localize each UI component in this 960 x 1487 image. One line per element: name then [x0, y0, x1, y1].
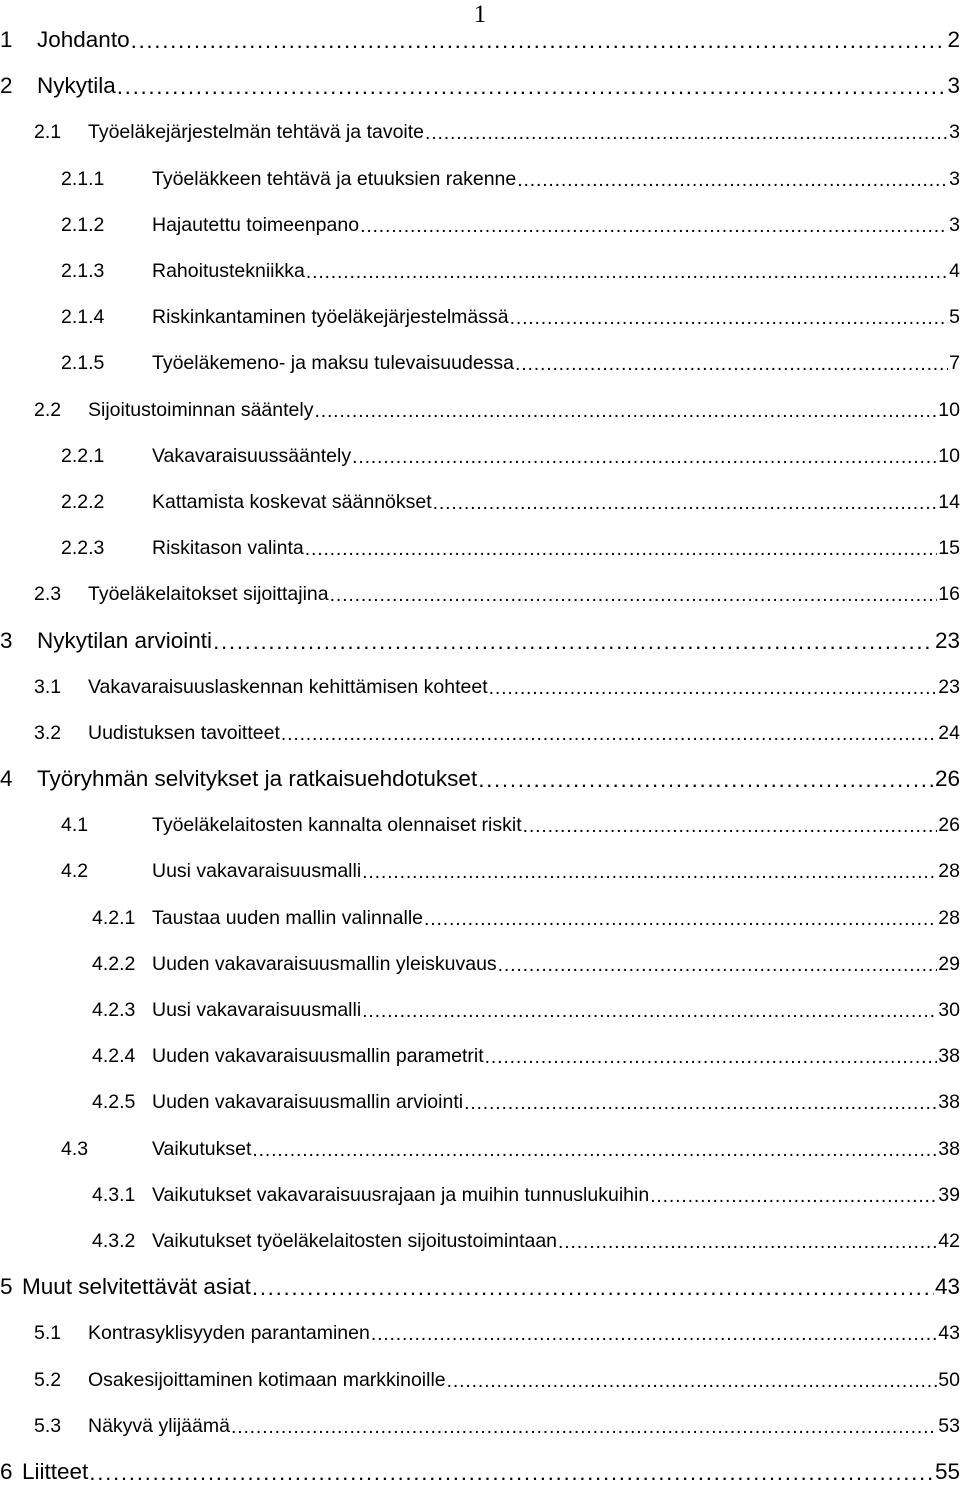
toc-entry-title: Uuden vakavaraisuusmallin parametrit: [152, 1044, 484, 1067]
toc-leader-dots: [425, 122, 948, 145]
toc-entry-page: 10: [938, 444, 960, 467]
toc-entry-2-1-1[interactable]: [61, 164, 960, 194]
toc-entry-number: 3.2: [34, 721, 62, 744]
toc-entry-page: 15: [938, 536, 960, 559]
toc-entry-number: 2.2: [34, 398, 62, 421]
toc-entry-page: 3: [949, 167, 960, 190]
toc-entry-title: Kontrasyklisyyden parantaminen: [88, 1321, 370, 1344]
toc-entry-page: 53: [938, 1414, 960, 1437]
toc-entry-title: Uusi vakavaraisuusmalli: [152, 859, 362, 882]
toc-leader-dots: [281, 723, 937, 746]
toc-leader-dots: [558, 1231, 937, 1254]
toc-entry-page: 4: [949, 259, 960, 282]
toc-leader-dots: [371, 1323, 937, 1346]
toc-leader-dots: [352, 446, 937, 469]
toc-entry-page: 3: [947, 73, 960, 98]
toc-leader-dots: [306, 261, 948, 284]
toc-entry-title: Liitteet: [22, 1459, 89, 1484]
toc-entry-title: Rahoitustekniikka: [152, 259, 305, 282]
toc-entry-number: 4.2.2: [92, 952, 136, 975]
toc-entry-number: 5.1: [34, 1321, 62, 1344]
toc-entry-page: 14: [938, 490, 960, 513]
toc-entry-number: 4.2.3: [92, 998, 136, 1021]
toc-entry-number: 3.1: [34, 675, 62, 698]
toc-entry-number: 3: [0, 628, 13, 653]
toc-entry-page: 43: [938, 1321, 960, 1344]
toc-leader-dots: [650, 1185, 937, 1208]
toc-entry-number: 2: [0, 73, 13, 98]
toc-entry-4-3[interactable]: [61, 1134, 960, 1164]
toc-leader-dots: [489, 677, 938, 700]
toc-entry-number: 5: [0, 1274, 13, 1299]
toc-entry-2-3[interactable]: [34, 579, 960, 609]
toc-entry-3-1[interactable]: [34, 672, 960, 702]
toc-entry-title: Työeläkelaitosten kannalta olennaiset riskit: [152, 813, 522, 836]
toc-leader-dots: [464, 1092, 937, 1115]
toc-entry-page: 26: [938, 813, 960, 836]
toc-entry-2-2-2[interactable]: [61, 487, 960, 517]
toc-entry-6[interactable]: [0, 1457, 960, 1487]
toc-entry-5-2[interactable]: [34, 1365, 960, 1395]
toc-entry-title: Uusi vakavaraisuusmalli: [152, 998, 362, 1021]
toc-entry-4-3-1[interactable]: [92, 1180, 960, 1210]
toc-leader-dots: [433, 492, 938, 515]
toc-entry-title: Vakavaraisuussääntely: [152, 444, 352, 467]
toc-leader-dots: [510, 307, 949, 330]
toc-entry-4-2-4[interactable]: [92, 1041, 960, 1071]
toc-entry-page: 26: [934, 766, 960, 791]
toc-entry-page: 38: [938, 1044, 960, 1067]
toc-entry-page: 39: [938, 1183, 960, 1206]
toc-entry-4-2-5[interactable]: [92, 1087, 960, 1117]
toc-entry-page: 28: [938, 859, 960, 882]
toc-entry-title: Työryhmän selvitykset ja ratkaisuehdotukset: [37, 766, 478, 791]
toc-leader-dots: [517, 169, 948, 192]
toc-leader-dots: [89, 1460, 934, 1486]
toc-entry-page: 16: [938, 582, 960, 605]
toc-entry-number: 2.3: [34, 582, 62, 605]
toc-leader-dots: [362, 861, 937, 884]
page-number: 1: [473, 1, 487, 28]
toc-entry-number: 2.1: [34, 120, 62, 143]
toc-entry-title: Työeläkemeno- ja maksu tulevaisuudessa: [152, 351, 515, 374]
toc-leader-dots: [523, 815, 938, 838]
toc-entry-number: 2.1.3: [61, 259, 105, 282]
toc-entry-number: 1: [0, 27, 13, 52]
toc-leader-dots: [362, 1000, 937, 1023]
toc-entry-page: 43: [934, 1274, 960, 1299]
toc-entry-2-1-2[interactable]: [61, 210, 960, 240]
toc-leader-dots: [231, 1416, 937, 1439]
toc-entry-title: Vaikutukset vakavaraisuusrajaan ja muihin tunnuslukuihin: [152, 1183, 650, 1206]
toc-entry-page: 42: [938, 1229, 960, 1252]
toc-entry-4-2-2[interactable]: [92, 949, 960, 979]
toc-leader-dots: [447, 1370, 938, 1393]
toc-entry-4-3-2[interactable]: [92, 1226, 960, 1256]
toc-entry-number: 6: [0, 1459, 13, 1484]
toc-entry-number: 4.2.5: [92, 1090, 136, 1113]
toc-entry-1[interactable]: [0, 25, 960, 55]
toc-entry-title: Uuden vakavaraisuusmallin yleiskuvaus: [152, 952, 497, 975]
toc-entry-2-1[interactable]: [34, 117, 960, 147]
toc-entry-3[interactable]: [0, 626, 960, 656]
toc-leader-dots: [424, 908, 937, 931]
toc-entry-2-1-5[interactable]: [61, 348, 960, 378]
toc-entry-number: 4: [0, 766, 13, 791]
toc-entry-title: Vaikutukset työeläkelaitosten sijoitustoimintaan: [152, 1229, 558, 1252]
toc-entry-2-1-3[interactable]: [61, 256, 960, 286]
toc-entry-title: Työeläkejärjestelmän tehtävä ja tavoite: [88, 120, 425, 143]
toc-leader-dots: [305, 538, 938, 561]
toc-entry-2-2[interactable]: [34, 395, 960, 425]
toc-entry-page: 24: [938, 721, 960, 744]
toc-entry-title: Nykytila: [37, 73, 116, 98]
toc-entry-2-2-3[interactable]: [61, 533, 960, 563]
toc-entry-title: Muut selvitettävät asiat: [22, 1274, 251, 1299]
toc-entry-page: 3: [949, 213, 960, 236]
toc-entry-page: 7: [949, 351, 960, 374]
toc-entry-page: 55: [934, 1459, 960, 1484]
toc-entry-title: Taustaa uuden mallin valinnalle: [152, 906, 424, 929]
toc-entry-title: Hajautettu toimeenpano: [152, 213, 360, 236]
toc-entry-page: 29: [938, 952, 960, 975]
toc-entry-5[interactable]: [0, 1272, 960, 1302]
toc-leader-dots: [252, 1139, 937, 1162]
toc-entry-4-2[interactable]: [61, 856, 960, 886]
toc-entry-2-2-1[interactable]: [61, 441, 960, 471]
toc-leader-dots: [485, 1046, 938, 1069]
toc-leader-dots: [478, 767, 934, 793]
toc-entry-4-2-1[interactable]: [92, 903, 960, 933]
toc-leader-dots: [330, 584, 938, 607]
toc-entry-number: 4.2.1: [92, 906, 136, 929]
toc-leader-dots: [515, 353, 948, 376]
toc-entry-page: 2: [947, 27, 960, 52]
toc-entry-5-1[interactable]: [34, 1318, 960, 1348]
toc-leader-dots: [498, 954, 938, 977]
toc-entry-title: Työeläkkeen tehtävä ja etuuksien rakenne: [152, 167, 517, 190]
toc-entry-4-1[interactable]: [61, 810, 960, 840]
toc-entry-page: 3: [949, 120, 960, 143]
toc-entry-page: 23: [934, 628, 960, 653]
toc-entry-title: Uuden vakavaraisuusmallin arviointi: [152, 1090, 464, 1113]
toc-leader-dots: [314, 400, 937, 423]
toc-entry-number: 4.3.1: [92, 1183, 136, 1206]
toc-entry-number: 2.1.4: [61, 305, 105, 328]
toc-entry-number: 2.2.1: [61, 444, 105, 467]
toc-entry-number: 2.1.1: [61, 167, 105, 190]
toc-entry-2-1-4[interactable]: [61, 302, 960, 332]
toc-entry-title: Osakesijoittaminen kotimaan markkinoille: [88, 1368, 446, 1391]
toc-entry-number: 4.3: [61, 1137, 89, 1160]
toc-entry-number: 4.3.2: [92, 1229, 136, 1252]
toc-entry-3-2[interactable]: [34, 718, 960, 748]
toc-entry-4-2-3[interactable]: [92, 995, 960, 1025]
toc-entry-page: 30: [938, 998, 960, 1021]
toc-leader-dots: [117, 74, 947, 100]
toc-entry-page: 38: [938, 1137, 960, 1160]
toc-entry-number: 4.2: [61, 859, 89, 882]
toc-entry-4[interactable]: [0, 764, 960, 794]
toc-entry-title: Vakavaraisuuslaskennan kehittämisen kohteet: [88, 675, 488, 698]
toc-entry-page: 50: [938, 1368, 960, 1391]
toc-entry-number: 2.1.5: [61, 351, 105, 374]
toc-entry-title: Vaikutukset: [152, 1137, 252, 1160]
toc-entry-page: 23: [938, 675, 960, 698]
toc-entry-number: 2.2.2: [61, 490, 105, 513]
toc-entry-title: Riskitason valinta: [152, 536, 304, 559]
toc-entry-number: 4.2.4: [92, 1044, 136, 1067]
toc-entry-page: 5: [949, 305, 960, 328]
toc-entry-page: 38: [938, 1090, 960, 1113]
toc-entry-number: 2.1.2: [61, 213, 105, 236]
toc-entry-title: Nykytilan arviointi: [37, 628, 213, 653]
toc-entry-number: 5.2: [34, 1368, 62, 1391]
toc-leader-dots: [360, 215, 948, 238]
toc-entry-title: Sijoitustoiminnan sääntely: [88, 398, 314, 421]
toc-entry-title: Johdanto: [37, 27, 130, 52]
toc-entry-title: Uudistuksen tavoitteet: [88, 721, 280, 744]
toc-leader-dots: [131, 28, 947, 54]
toc-entry-number: 4.1: [61, 813, 89, 836]
toc-entry-title: Riskinkantaminen työeläkejärjestelmässä: [152, 305, 509, 328]
toc-leader-dots: [252, 1275, 934, 1301]
toc-leader-dots: [213, 629, 934, 655]
toc-entry-page: 28: [938, 906, 960, 929]
toc-entry-page: 10: [938, 398, 960, 421]
toc-entry-title: Kattamista koskevat säännökset: [152, 490, 432, 513]
toc-entry-title: Näkyvä ylijäämä: [88, 1414, 230, 1437]
toc-entry-2[interactable]: [0, 71, 960, 101]
toc-entry-5-3[interactable]: [34, 1411, 960, 1441]
toc-entry-number: 2.2.3: [61, 536, 105, 559]
toc-entry-title: Työeläkelaitokset sijoittajina: [88, 582, 329, 605]
toc-entry-number: 5.3: [34, 1414, 62, 1437]
